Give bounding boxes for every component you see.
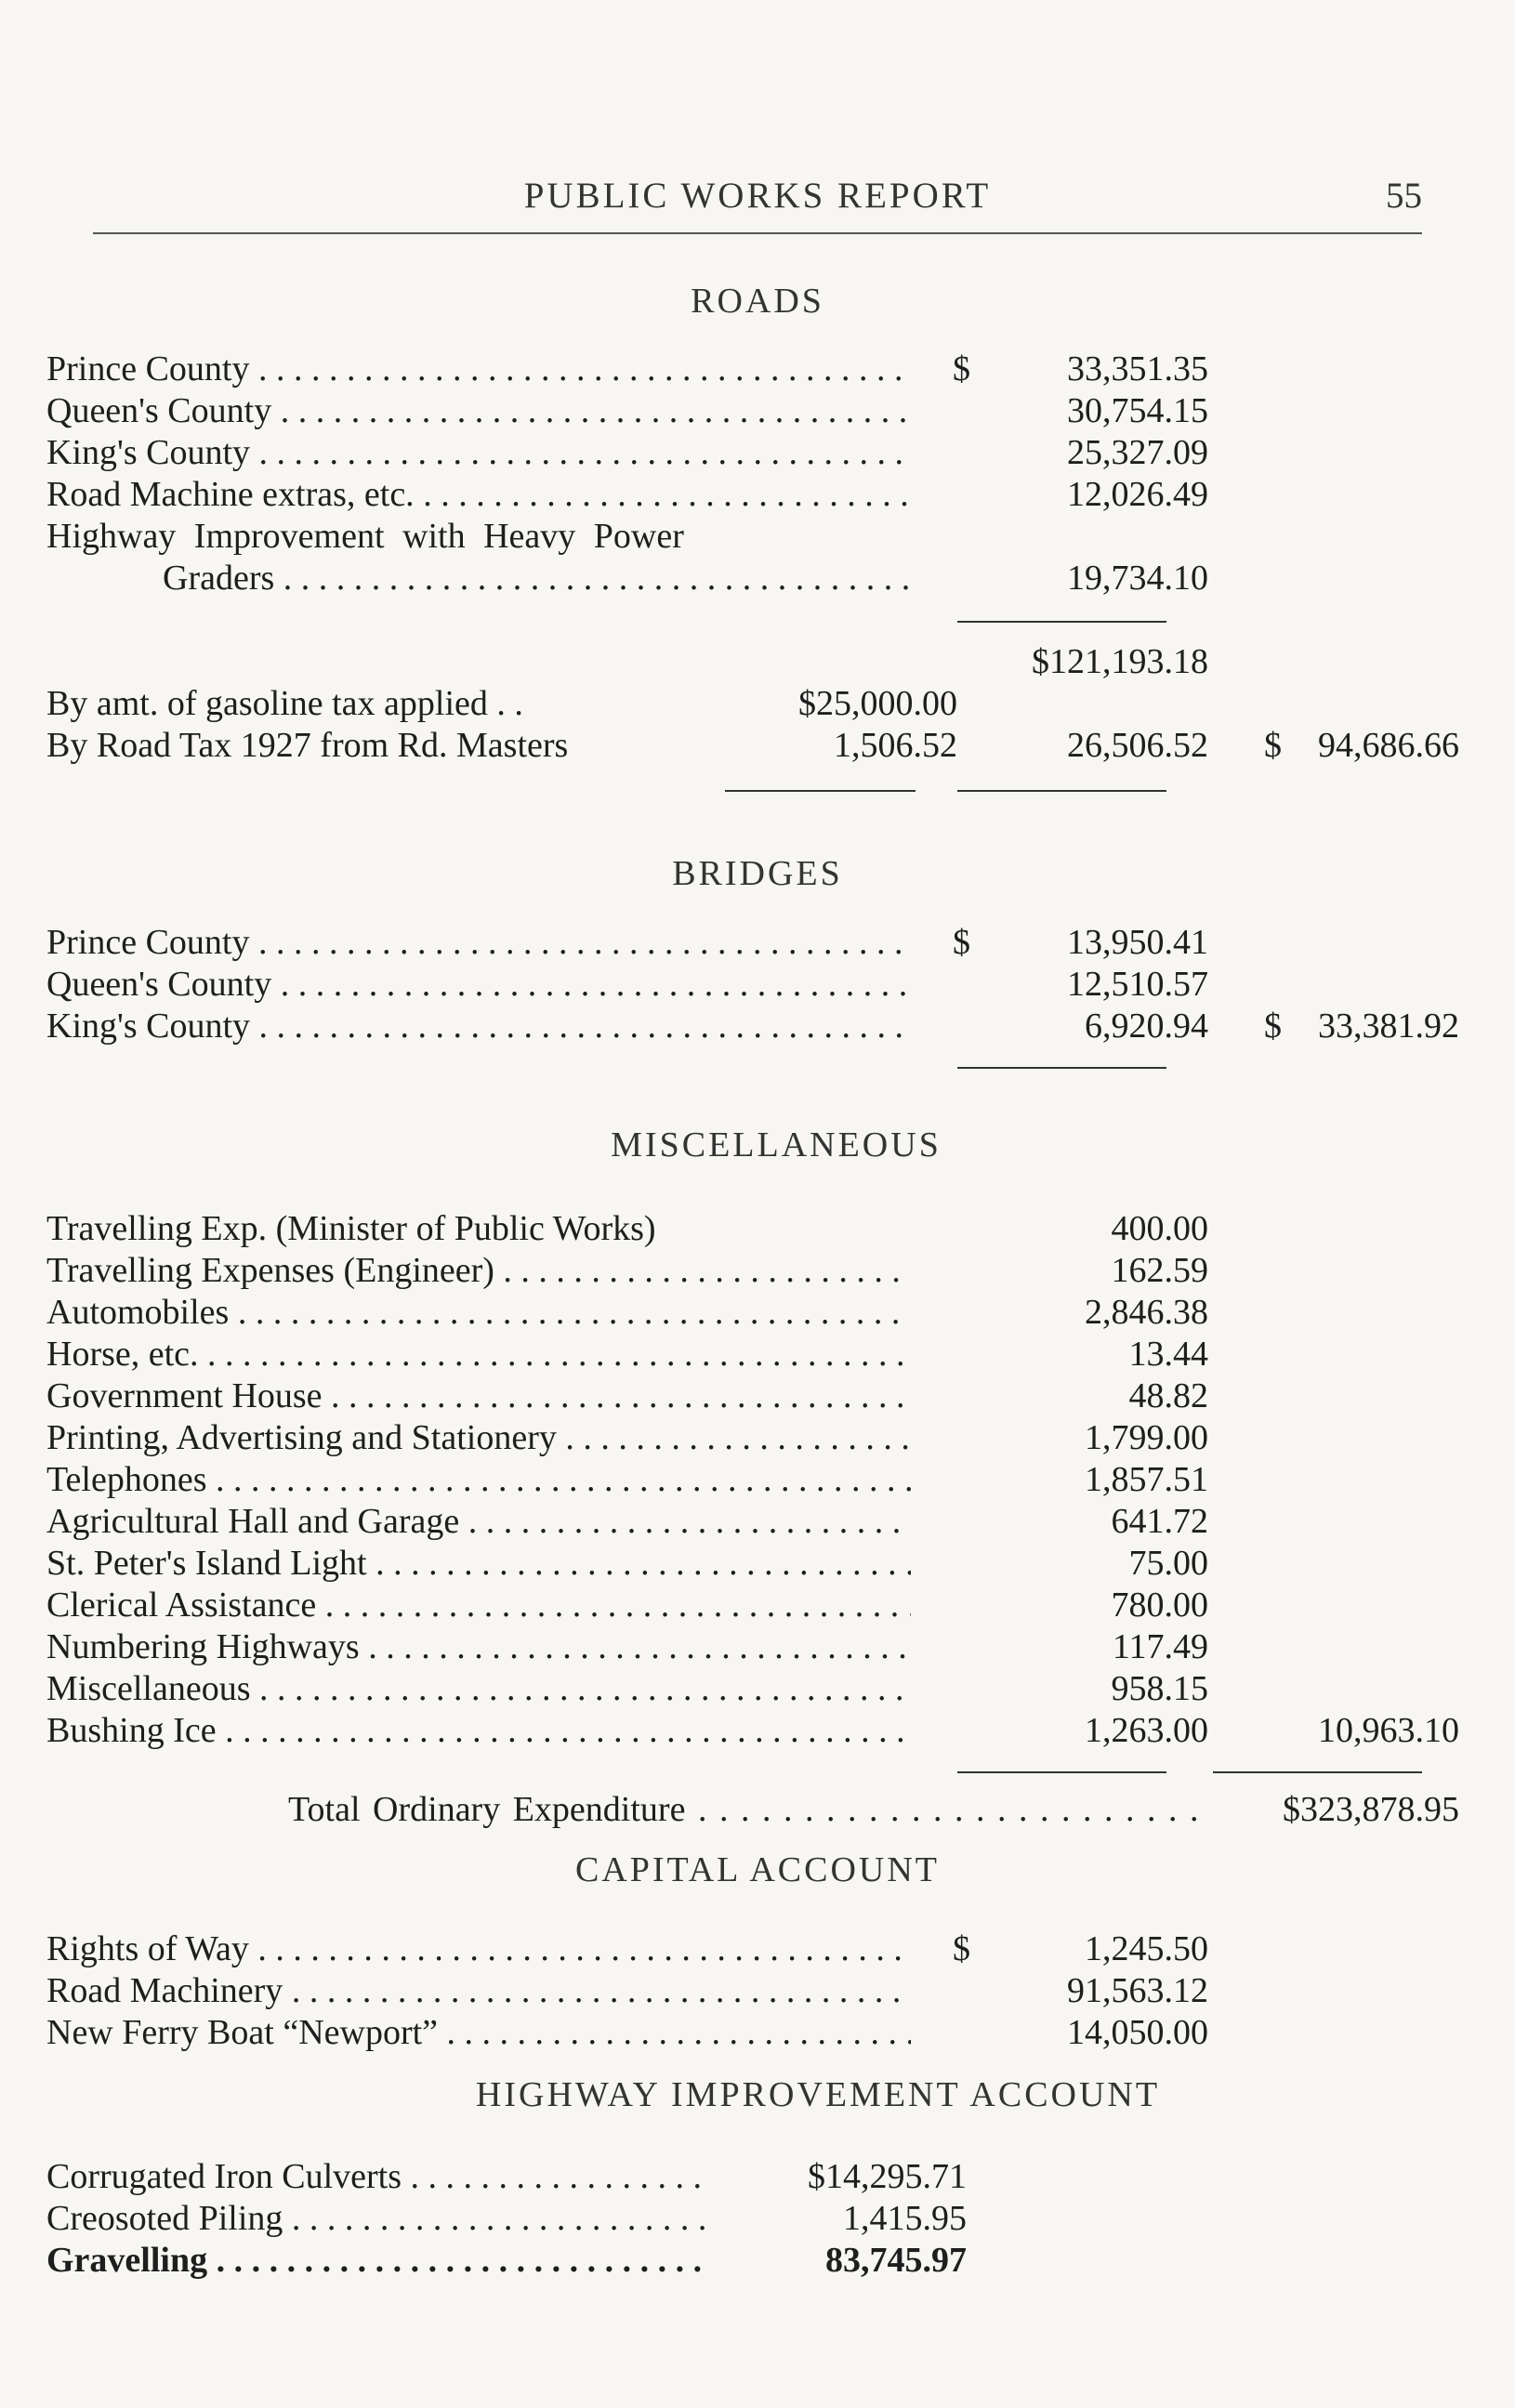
roads-row-label: Prince County . . .	[46, 349, 911, 389]
capital-row-amount: 91,563.12	[1067, 1971, 1208, 2010]
misc-row	[46, 1710, 1459, 1751]
misc-row	[46, 1585, 1450, 1625]
bridges-rule	[957, 1067, 1166, 1069]
highway-row	[46, 2240, 1450, 2281]
bridges-row-amount: 6,920.94	[1085, 1007, 1208, 1046]
misc-row	[46, 1626, 1450, 1667]
misc-row-label: Agricultural Hall and Garage . . .	[46, 1501, 911, 1542]
total-ordinary-label: Total Ordinary Expenditure . . .	[288, 1789, 1213, 1830]
misc-row	[46, 1668, 1450, 1709]
misc-row-amount: 400.00	[1111, 1209, 1208, 1248]
capital-row-label: Rights of Way . . .	[46, 1928, 911, 1969]
roads-subtotal: $121,193.18	[1032, 642, 1208, 681]
misc-row	[46, 1292, 1450, 1333]
misc-row-label: Bushing Ice . . .	[46, 1710, 911, 1751]
dollar-sign: $	[953, 923, 970, 962]
misc-row	[46, 1208, 1450, 1249]
misc-row-amount: 117.49	[1112, 1627, 1208, 1666]
roads-row-amount: 30,754.15	[1067, 391, 1208, 430]
roads-row-amount: 19,734.10	[1067, 559, 1208, 598]
misc-row-amount: 958.15	[1111, 1669, 1208, 1708]
misc-row-amount: 1,857.51	[1085, 1460, 1208, 1499]
bridges-row	[46, 964, 1450, 1005]
misc-row-amount: 780.00	[1111, 1586, 1208, 1625]
deduction-row	[46, 725, 1459, 766]
roads-row-label: King's County . . .	[46, 432, 911, 473]
deduction-label: By Road Tax 1927 from Rd. Masters	[46, 726, 569, 765]
dollar-sign: $	[953, 1929, 970, 1968]
misc-row-label: Clerical Assistance . . .	[46, 1585, 911, 1625]
subtotal-rule	[957, 621, 1166, 623]
misc-row	[46, 1543, 1450, 1584]
misc-row-label: Numbering Highways . . .	[46, 1626, 911, 1667]
roads-row-amount: 12,026.49	[1067, 475, 1208, 514]
misc-row	[46, 1375, 1450, 1416]
highway-row-amount: 83,745.97	[825, 2241, 967, 2280]
capital-row	[46, 1970, 1450, 2011]
deduction-total-rule	[957, 790, 1166, 792]
capital-row-amount: 14,050.00	[1067, 2013, 1208, 2052]
dollar-sign: $	[953, 349, 970, 388]
roads-row	[46, 349, 1450, 389]
misc-row-label: Automobiles . . .	[46, 1292, 911, 1333]
roads-row-amount: 25,327.09	[1067, 433, 1208, 472]
highway-row-label: Creosoted Piling . . .	[46, 2198, 706, 2239]
total-ordinary-row	[46, 1789, 1459, 1830]
highway-heading: HIGHWAY IMPROVEMENT ACCOUNT	[475, 2075, 1161, 2114]
roads-net-total: 94,686.66	[1318, 726, 1459, 765]
capital-row-label: New Ferry Boat “Newport” . . .	[46, 2012, 911, 2053]
capital-row	[46, 1928, 1450, 1969]
misc-row	[46, 1334, 1450, 1375]
bridges-row-label: Prince County . . .	[46, 922, 911, 963]
running-header	[93, 175, 1422, 234]
bridges-heading: BRIDGES	[672, 854, 843, 893]
bridges-row-label: Queen's County . . .	[46, 964, 911, 1005]
capital-row-label: Road Machinery . . .	[46, 1970, 911, 2011]
misc-total: 10,963.10	[1318, 1711, 1459, 1750]
deduction-amount: 1,506.52	[834, 726, 957, 765]
bridges-total: 33,381.92	[1318, 1007, 1459, 1046]
misc-row	[46, 1417, 1450, 1458]
capital-heading: CAPITAL ACCOUNT	[574, 1850, 941, 1889]
capital-row-amount: 1,245.50	[1085, 1929, 1208, 1968]
capital-row	[46, 2012, 1450, 2053]
misc-row-amount: 2,846.38	[1085, 1293, 1208, 1332]
roads-row	[46, 516, 1450, 557]
highway-row-amount: 1,415.95	[843, 2199, 967, 2238]
highway-row-amount: $14,295.71	[808, 2157, 967, 2196]
miscellaneous-heading: MISCELLANEOUS	[611, 1125, 942, 1165]
misc-row-amount: 75.00	[1128, 1544, 1208, 1583]
misc-row-amount: 1,799.00	[1085, 1418, 1208, 1457]
misc-row-amount: 13.44	[1128, 1335, 1208, 1374]
misc-row	[46, 1501, 1450, 1542]
misc-row-amount: 1,263.00	[1085, 1711, 1208, 1750]
misc-total-rule	[1213, 1771, 1422, 1773]
total-ordinary-amount: $323,878.95	[1283, 1790, 1459, 1829]
deduction-amount: $25,000.00	[798, 684, 957, 723]
misc-row-label: St. Peter's Island Light . . .	[46, 1543, 911, 1584]
misc-row-label: Telephones . . .	[46, 1459, 911, 1500]
misc-row-amount: 162.59	[1111, 1251, 1208, 1290]
bridges-row-amount: 12,510.57	[1067, 965, 1208, 1004]
roads-heading: ROADS	[691, 282, 824, 321]
bridges-row-amount: 13,950.41	[1067, 923, 1208, 962]
dollar-sign: $	[1264, 726, 1282, 765]
bridges-row	[46, 922, 1450, 963]
roads-row-amount: 33,351.35	[1067, 349, 1208, 388]
misc-row-amount: 641.72	[1111, 1502, 1208, 1541]
highway-row-label: Corrugated Iron Culverts . . .	[46, 2156, 706, 2197]
misc-row	[46, 1250, 1450, 1291]
dollar-sign: $	[1264, 1007, 1282, 1046]
roads-row	[46, 474, 1450, 515]
deduction-label: By amt. of gasoline tax applied . .	[46, 684, 523, 723]
roads-row-label: Queen's County . . .	[46, 390, 911, 431]
highway-row-label: Gravelling . . .	[46, 2240, 706, 2281]
misc-row-label: Printing, Advertising and Stationery . . .	[46, 1417, 911, 1458]
deduction-total: 26,506.52	[1067, 726, 1208, 765]
deduction-rule	[725, 790, 916, 792]
page-number: 55	[1386, 176, 1422, 216]
deduction-row	[46, 683, 1450, 724]
highway-row	[46, 2156, 1450, 2197]
roads-subtotal-row	[46, 641, 1450, 682]
roads-row	[46, 390, 1450, 431]
report-title: PUBLIC WORKS REPORT	[523, 176, 992, 216]
bridges-row	[46, 1006, 1459, 1046]
roads-row-label-cont: Graders . . .	[163, 558, 911, 599]
roads-row	[46, 558, 1450, 599]
misc-row	[46, 1459, 1450, 1500]
highway-row	[46, 2198, 1450, 2239]
roads-row-label: Highway Improvement with Heavy Power	[46, 517, 684, 556]
misc-row-label: Travelling Expenses (Engineer) . . .	[46, 1250, 911, 1291]
misc-row-label: Horse, etc. . . .	[46, 1334, 911, 1375]
misc-row-label: Miscellaneous . . .	[46, 1668, 911, 1709]
misc-row-label: Government House . . .	[46, 1375, 911, 1416]
misc-rule	[957, 1771, 1166, 1773]
roads-row	[46, 432, 1450, 473]
misc-row-amount: 48.82	[1128, 1376, 1208, 1415]
roads-row-label: Road Machine extras, etc. . . .	[46, 474, 911, 515]
misc-row-label: Travelling Exp. (Minister of Public Works)	[46, 1209, 656, 1248]
bridges-row-label: King's County . . .	[46, 1006, 911, 1046]
